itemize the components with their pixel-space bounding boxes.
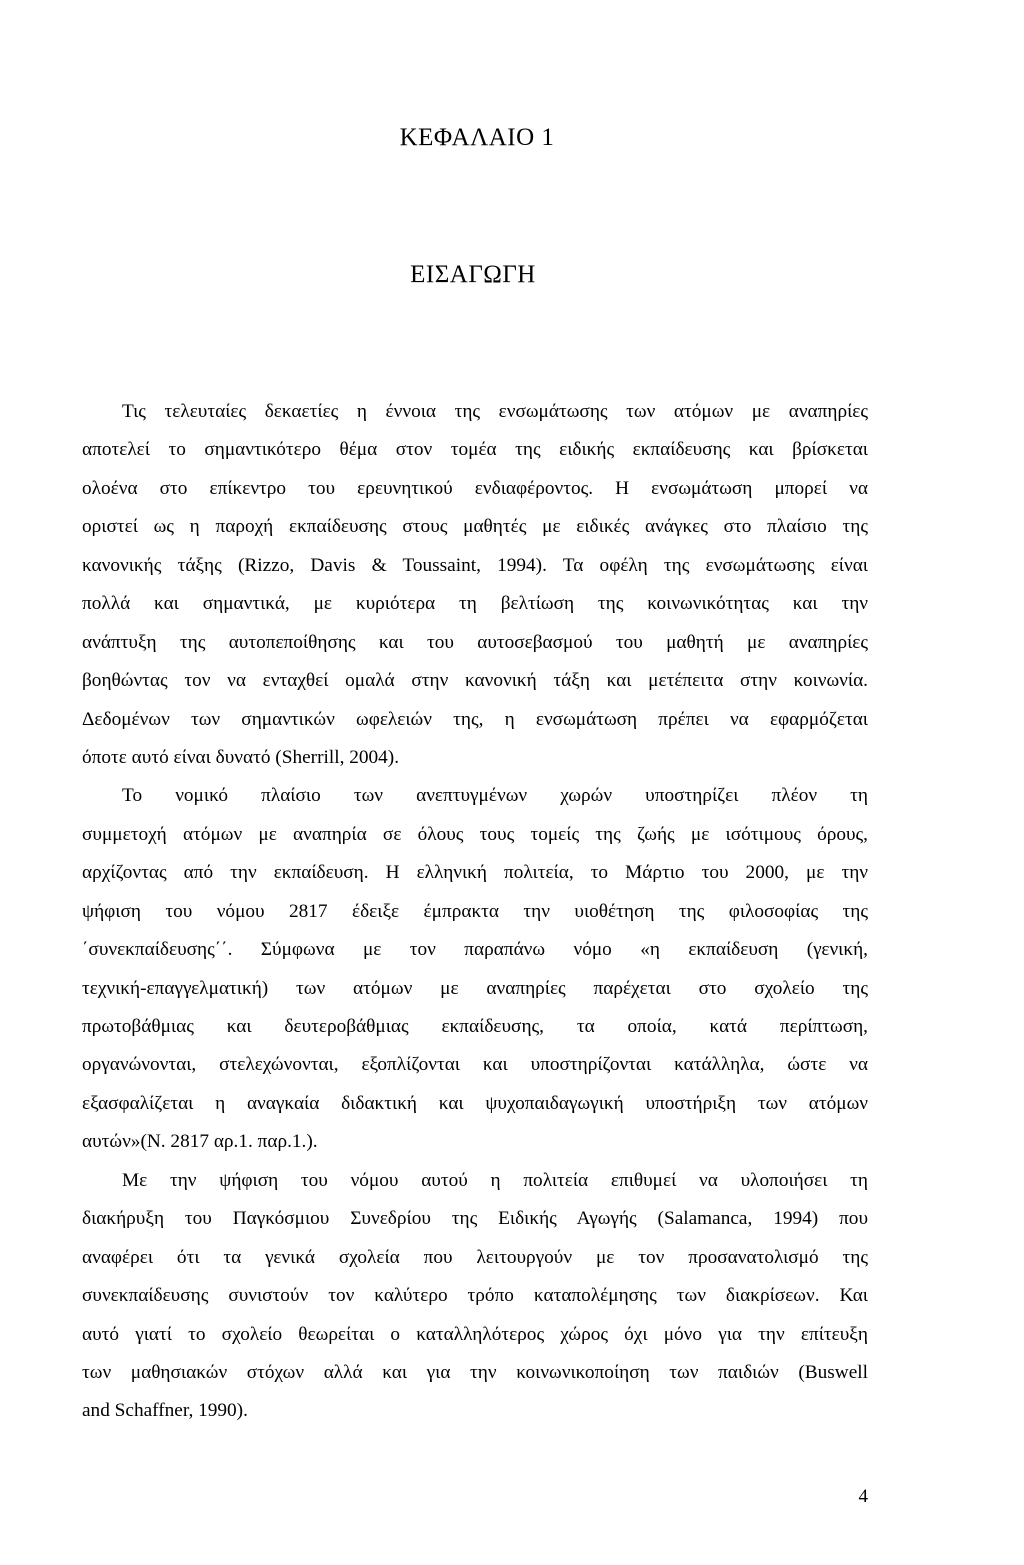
text-line: ΄συνεκπαίδευσης΄΄. Σύμφωνα με τον παραπάνω νόμο «η εκπαίδευση (γενική, — [82, 939, 868, 961]
text-line: συμμετοχή ατόμων με αναπηρία σε όλους τους τομείς της ζωής με ισότιμους όρους, — [82, 823, 868, 845]
text-line: αρχίζοντας από την εκπαίδευση. Η ελληνική πολιτεία, το Μάρτιο του 2000, με την — [82, 862, 868, 884]
text-line: Με την ψήφιση του νόμου αυτού η πολιτεία επιθυμεί να υλοποιήσει τη — [122, 1169, 868, 1191]
chapter-title: ΕΙΣΑΓΩΓΗ — [410, 261, 536, 288]
text-line: των μαθησιακών στόχων αλλά και για την κοινωνικοποίηση των παιδιών (Buswell — [82, 1361, 868, 1383]
text-line: συνεκπαίδευσης συνιστούν τον καλύτερο τρόπο καταπολέμησης των διακρίσεων. Και — [82, 1285, 868, 1307]
text-line: and Schaffner, 1990). — [82, 1400, 248, 1422]
text-line: όποτε αυτό είναι δυνατό (Sherrill, 2004). — [82, 746, 400, 768]
text-line: ψήφιση του νόμου 2817 έδειξε έμπρακτα την υιοθέτηση της φιλοσοφίας της — [82, 900, 868, 922]
text-line: Τις τελευταίες δεκαετίες η έννοια της ενσωμάτωσης των ατόμων με αναπηρίες — [122, 401, 868, 422]
text-line: οργανώνονται, στελεχώνονται, εξοπλίζονται και υποστηρίζονται κατάλληλα, ώστε να — [82, 1054, 868, 1076]
text-line: Δεδομένων των σημαντικών ωφελειών της, η ενσωμάτωση πρέπει να εφαρμόζεται — [82, 708, 868, 730]
text-line: κανονικής τάξης (Rizzo, Davis & Toussaint, 1994). Τα οφέλη της ενσωμάτωσης είναι — [82, 554, 868, 576]
text-line: ολοένα στο επίκεντρο του ερευνητικού ενδιαφέροντος. Η ενσωμάτωση μπορεί να — [82, 477, 868, 499]
body-text — [82, 393, 868, 1431]
text-line: οριστεί ως η παροχή εκπαίδευσης στους μαθητές με ειδικές ανάγκες στο πλαίσιο της — [82, 516, 868, 538]
text-line: Το νομικό πλαίσιο των ανεπτυγμένων χωρών υποστηρίζει πλέον τη — [122, 785, 868, 807]
text-line: αυτό γιατί το σχολείο θεωρείται ο καταλληλότερος χώρος όχι μόνο για την επίτευξη — [82, 1323, 868, 1345]
page-number: 4 — [858, 1486, 868, 1507]
text-line: διακήρυξη του Παγκόσμιου Συνεδρίου της Ειδικής Αγωγής (Salamanca, 1994) που — [82, 1208, 868, 1230]
text-line: βοηθώντας τον να ενταχθεί ομαλά στην κανονική τάξη και μετέπειτα στην κοινωνία. — [82, 670, 868, 692]
text-line: ανάπτυξη της αυτοπεποίθησης και του αυτοσεβασμού του μαθητή με αναπηρίες — [82, 631, 868, 653]
text-line: αποτελεί το σημαντικότερο θέμα στον τομέα της ειδικής εκπαίδευσης και βρίσκεται — [82, 439, 868, 461]
text-line: πολλά και σημαντικά, με κυριότερα τη βελτίωση της κοινωνικότητας και την — [82, 593, 868, 615]
text-line: πρωτοβάθμιας και δευτεροβάθμιας εκπαίδευσης, τα οποία, κατά περίπτωση, — [82, 1016, 868, 1037]
text-line: εξασφαλίζεται η αναγκαία διδακτική και ψυχοπαιδαγωγική υποστήριξη των ατόμων — [82, 1092, 868, 1114]
chapter-label: ΚΕΦΑΛΑΙΟ 1 — [399, 124, 555, 151]
text-line: αναφέρει ότι τα γενικά σχολεία που λειτουργούν με τον προσανατολισμό της — [82, 1246, 868, 1268]
text-line: τεχνική-επαγγελματική) των ατόμων με αναπηρίες παρέχεται στο σχολείο της — [82, 977, 868, 999]
text-line: αυτών»(Ν. 2817 αρ.1. παρ.1.). — [82, 1131, 318, 1153]
